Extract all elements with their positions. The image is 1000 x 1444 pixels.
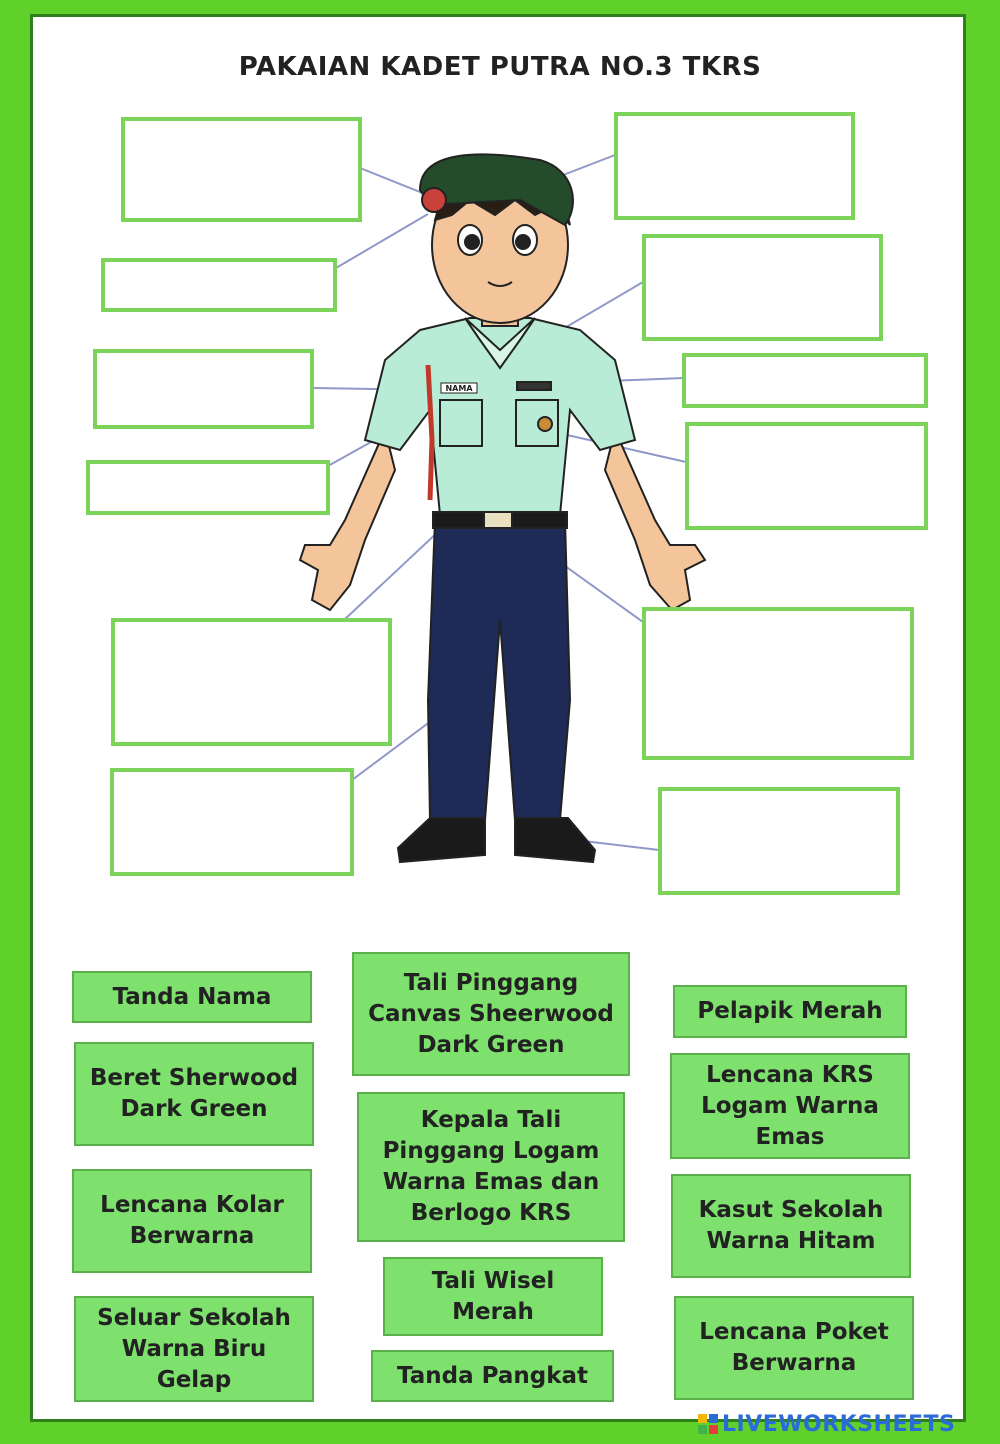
liveworksheets-logo-icon [698,1414,718,1434]
answer-box-whistle-cord[interactable] [86,460,330,515]
label-card[interactable]: Lencana KRS Logam Warna Emas [670,1053,910,1159]
watermark [698,1408,955,1440]
answer-box-beret-badge[interactable] [614,112,855,220]
left-pupil [465,235,479,249]
left-pocket [440,400,482,446]
label-card[interactable]: Lencana Poket Berwarna [674,1296,914,1400]
label-card[interactable]: Lencana Kolar Berwarna [72,1169,312,1273]
watermark-text: LIVEWORKSHEETS [722,1411,956,1437]
label-card[interactable]: Tanda Nama [72,971,312,1023]
answer-box-beret[interactable] [121,117,362,222]
label-card[interactable]: Pelapik Merah [673,985,907,1038]
answer-box-rank[interactable] [682,353,928,408]
rank-insignia [517,382,551,390]
answer-box-belt[interactable] [111,618,392,746]
pocket-badge [538,417,552,431]
right-shoe [515,818,595,862]
left-arm [300,430,395,610]
answer-box-pocket-badge[interactable] [685,422,928,530]
label-card[interactable]: Kepala Tali Pinggang Logam Warna Emas dan Berlogo KRS [357,1092,625,1242]
label-card[interactable]: Tanda Pangkat [371,1350,614,1402]
belt-buckle [484,512,512,528]
answer-box-red-backing[interactable] [101,258,337,312]
trousers [428,520,570,820]
shirt [365,318,635,515]
name-tag-text: NAMA [445,384,473,393]
answer-box-name-tag[interactable] [93,349,314,429]
answer-box-buckle[interactable] [642,607,914,760]
label-card[interactable]: Kasut Sekolah Warna Hitam [671,1174,911,1278]
label-card[interactable]: Beret Sherwood Dark Green [74,1042,314,1146]
label-card[interactable]: Tali Pinggang Canvas Sheerwood Dark Green [352,952,630,1076]
whistle-cord [428,365,432,500]
answer-box-collar-badge[interactable] [642,234,883,341]
answer-box-trousers[interactable] [110,768,354,876]
page-title: PAKAIAN KADET PUTRA NO.3 TKRS [238,52,762,82]
right-pupil [516,235,530,249]
left-shoe [398,818,485,862]
beret-badge [422,188,446,212]
label-card[interactable]: Seluar Sekolah Warna Biru Gelap [74,1296,314,1402]
label-card[interactable]: Tali Wisel Merah [383,1257,603,1336]
answer-box-shoes[interactable] [658,787,900,895]
